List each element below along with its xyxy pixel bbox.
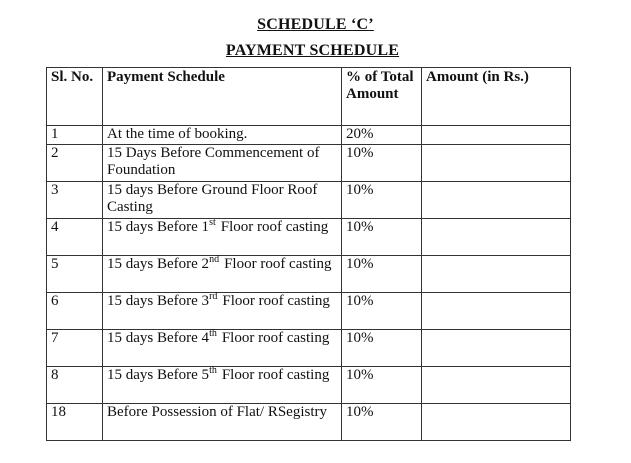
table-header-row: [47, 68, 571, 126]
schedule-title: SCHEDULE ‘C’: [257, 16, 374, 33]
schedule-text: 15 days Before 1: [107, 219, 210, 235]
cell-amount: [422, 367, 571, 404]
ordinal-suffix: th: [209, 328, 217, 339]
cell-percent: 20%: [342, 126, 422, 145]
schedule-text-tail: Floor roof casting: [222, 293, 330, 309]
cell-amount: [422, 404, 571, 441]
cell-percent: 10%: [342, 182, 422, 219]
schedule-text: 15 days Before Ground Floor Roof Casting: [107, 182, 318, 215]
cell-sl: 6: [47, 293, 103, 330]
schedule-text-tail: Floor roof casting: [221, 330, 330, 346]
schedule-text: At the time of booking.: [107, 126, 248, 142]
schedule-text: 15 days Before 2: [107, 256, 210, 272]
cell-schedule: [103, 367, 342, 404]
cell-sl: 4: [47, 219, 103, 256]
header-amount: Amount (in Rs.): [422, 68, 571, 126]
cell-percent: 10%: [342, 367, 422, 404]
cell-percent: 10%: [342, 256, 422, 293]
ordinal-suffix: nd: [209, 254, 220, 265]
schedule-text-tail: Floor roof casting: [224, 256, 332, 272]
header-sl-no: Sl. No.: [47, 68, 103, 126]
cell-sl: 2: [47, 145, 103, 182]
table-row: [47, 182, 571, 219]
cell-sl: 8: [47, 367, 103, 404]
header-payment-schedule: Payment Schedule: [103, 68, 342, 126]
cell-amount: [422, 330, 571, 367]
cell-percent: 10%: [342, 404, 422, 441]
schedule-text: 15 days Before 4: [107, 330, 210, 346]
cell-amount: [422, 293, 571, 330]
table-row: [47, 126, 571, 145]
cell-schedule: [103, 126, 342, 145]
cell-sl: 18: [47, 404, 103, 441]
cell-sl: 5: [47, 256, 103, 293]
table-row: [47, 256, 571, 293]
cell-schedule: [103, 182, 342, 219]
schedule-text-tail: Floor roof casting: [221, 367, 330, 383]
cell-schedule: [103, 256, 342, 293]
cell-schedule: [103, 219, 342, 256]
cell-sl: 3: [47, 182, 103, 219]
table-row: [47, 293, 571, 330]
schedule-text-tail: Floor roof casting: [220, 219, 329, 235]
cell-amount: [422, 145, 571, 182]
cell-amount: [422, 219, 571, 256]
cell-schedule: [103, 330, 342, 367]
cell-amount: [422, 126, 571, 145]
ordinal-suffix: st: [209, 217, 216, 228]
cell-percent: 10%: [342, 219, 422, 256]
schedule-text: 15 days Before 3: [107, 293, 210, 309]
cell-amount: [422, 182, 571, 219]
cell-percent: 10%: [342, 330, 422, 367]
table-row: [47, 367, 571, 404]
ordinal-suffix: rd: [209, 291, 218, 302]
cell-sl: 1: [47, 126, 103, 145]
cell-schedule: [103, 145, 342, 182]
table-row: [47, 404, 571, 441]
ordinal-suffix: th: [209, 365, 217, 376]
cell-amount: [422, 256, 571, 293]
payment-schedule-title: PAYMENT SCHEDULE: [225, 42, 400, 59]
table-row: [47, 330, 571, 367]
table-row: [47, 219, 571, 256]
schedule-text: 15 days Before 5: [107, 367, 210, 383]
cell-schedule: [103, 404, 342, 441]
header-percent-total: % of Total Amount: [342, 68, 422, 126]
payment-schedule-table: [46, 67, 571, 441]
cell-sl: 7: [47, 330, 103, 367]
schedule-text: 15 Days Before Commencement of Foundation: [107, 145, 320, 178]
cell-schedule: [103, 293, 342, 330]
cell-percent: 10%: [342, 293, 422, 330]
schedule-text: Before Possession of Flat/ RSegistry: [107, 404, 327, 420]
cell-percent: 10%: [342, 145, 422, 182]
table-row: [47, 145, 571, 182]
